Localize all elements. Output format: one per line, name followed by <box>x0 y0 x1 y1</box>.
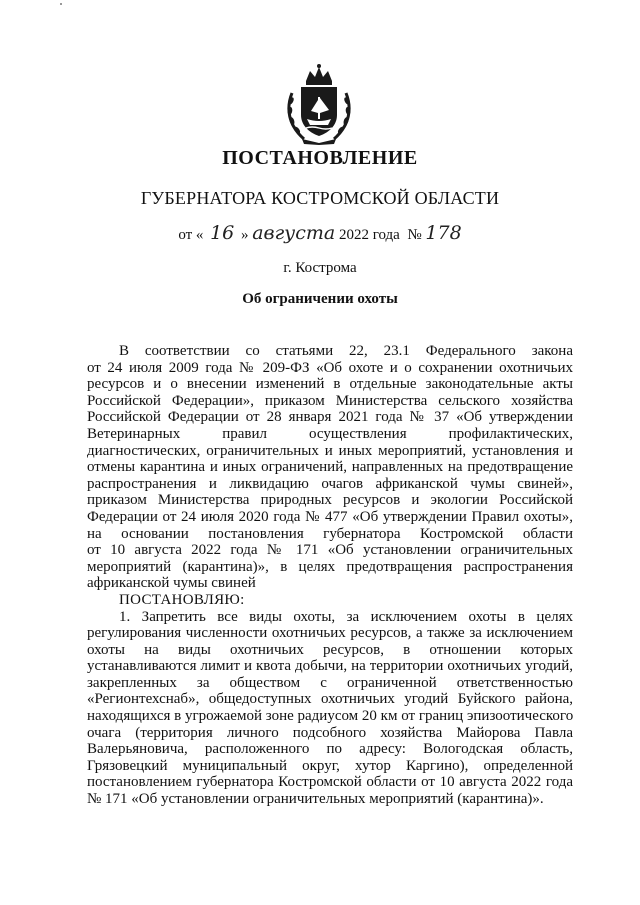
body-line: ресурсов и о внесении изменений в отдельные законодательные акты <box>87 376 573 393</box>
date-year: 2022 года <box>338 227 400 243</box>
date-number-line <box>0 222 640 244</box>
body-line: приказом Министерства природных ресурсов и экологии Российской <box>87 492 573 509</box>
body-line: очага (территория личного подсобного хозяйства Майорова Павла <box>87 724 573 741</box>
body-line: устанавливаются лимит и квота добычи, на территории охотничьих угодий, <box>87 658 573 675</box>
document-body <box>87 343 573 808</box>
body-line: Федерации от 24 июля 2020 года № 477 «Об утверждении Правил охоты», <box>87 508 573 525</box>
date-prefix: от « <box>178 227 204 243</box>
body-line: Ветеринарных правил осуществления профилактических, <box>87 425 573 442</box>
body-line: находящихся в угрожаемой зоне радиусом 20 км от границ эпизоотического <box>87 708 574 725</box>
body-line: № 171 «Об установлении ограничительных мероприятий (карантина)». <box>87 791 544 808</box>
body-line: Российской Федерации», приказом Министерства сельского хозяйства <box>87 392 573 409</box>
body-line: распространения и ликвидацию очагов африканской чумы свиней», <box>87 475 573 492</box>
body-line: на основании постановления губернатора Костромской области <box>87 525 573 542</box>
body-line: мероприятий (карантина)», в целях предотвращения распространения <box>87 558 573 575</box>
body-line: Российской Федерации от 28 января 2021 года № 37 «Об утверждении <box>87 409 573 426</box>
body-line: постановлением губернатора Костромской области от 10 августа 2022 года <box>87 774 573 791</box>
document-title: ПОСТАНОВЛЕНИЕ <box>222 147 418 169</box>
handwritten-number: 178 <box>425 222 462 244</box>
scan-dot <box>60 3 62 5</box>
issuer-title: ГУБЕРНАТОРА КОСТРОМСКОЙ ОБЛАСТИ <box>140 188 500 208</box>
body-line: африканской чумы свиней <box>87 575 256 592</box>
body-line: Валерьяновича, расположенного по адресу: Вологодская область, <box>87 741 573 758</box>
body-line: «Регионтехснаб», общедоступных охотничьих угодий Буйского района, <box>87 691 573 708</box>
body-line: охоты на виды охотничьих ресурсов, в отношении которых <box>87 641 573 658</box>
body-line: Грязовецкий муниципальный округ, хутор Каргино), определенной <box>87 757 573 774</box>
body-line: отмены карантина и иных ограничений, направленных на предотвращение <box>87 459 573 476</box>
handwritten-day: 16 <box>210 222 235 244</box>
handwritten-month: августа <box>252 222 336 244</box>
body-line: диагностических, ограничительных и иных мероприятий, установления и <box>87 442 573 459</box>
body-line: 1. Запретить все виды охоты, за исключением охоты в целях <box>119 608 573 625</box>
body-line: от 24 июля 2009 года № 209-ФЗ «Об охоте и о сохранении охотничьих <box>87 359 573 376</box>
decree-word: ПОСТАНОВЛЯЮ: <box>119 591 245 608</box>
date-mid: » <box>240 227 249 243</box>
number-sign: № <box>407 227 422 243</box>
body-line: от 10 августа 2022 года № 171 «Об установлении ограничительных <box>87 542 573 559</box>
body-line: регулирования численности охотничьих ресурсов, а также за исключением <box>87 625 573 642</box>
document-heading: Об ограничении охоты <box>242 291 398 307</box>
city-line: г. Кострома <box>283 260 357 276</box>
body-line: В соответствии со статьями 22, 23.1 Федерального закона <box>119 343 573 359</box>
body-line: закрепленных за обществом с ограниченной ответственностью <box>87 674 573 691</box>
kostroma-coat-of-arms-icon <box>284 63 354 145</box>
